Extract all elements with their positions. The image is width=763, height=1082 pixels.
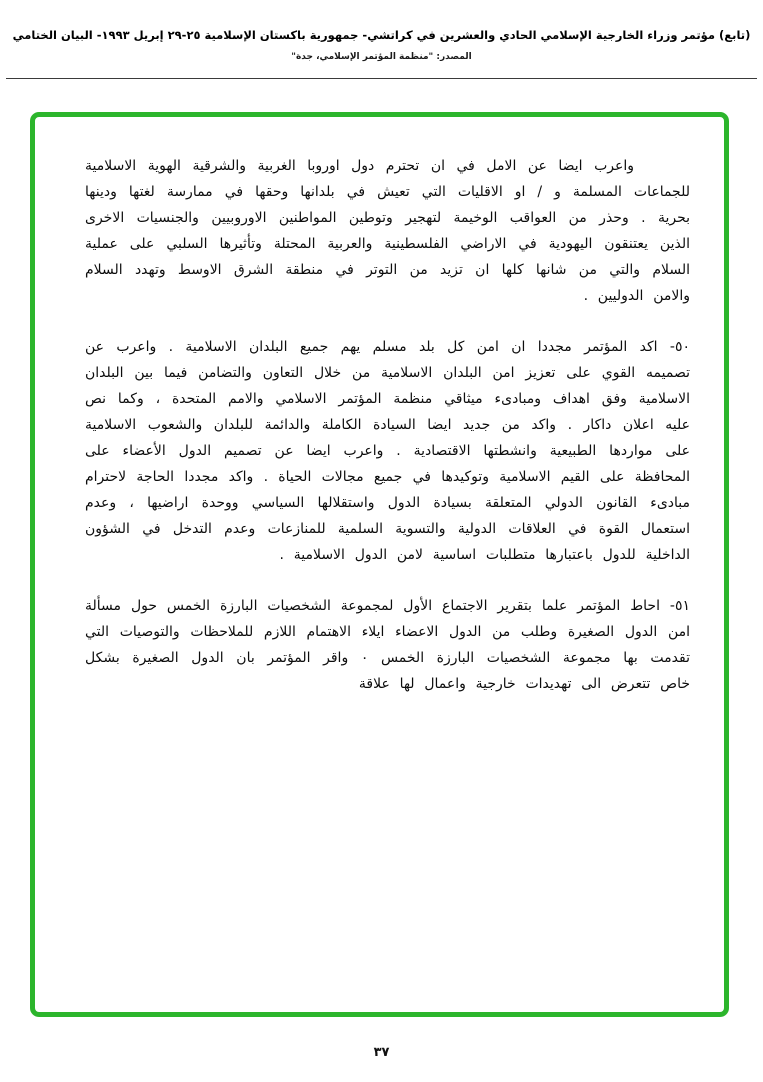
header-source: المصدر: "منظمة المؤتمر الإسلامي، جدة" <box>291 52 472 62</box>
page-number: ٣٧ <box>373 1045 390 1060</box>
paragraph-51: ٥١- احاط المؤتمر علما بتقرير الاجتماع الأول لمجموعة الشخصيات البارزة الخمس حول مسألة امن الدول الصغيرة وطلب من الدول الاعضاء ايلاء الاهتمام اللازم للملاحظات والتوصيات التي تقدمت بها مجموعة الشخصيات البارزة الخمس ٠ واقر المؤتمر بان الدول الصغيرة بشكل خاص تتعرض الى تهديدات خارجية واعمال لها علاقة <box>85 598 690 692</box>
header-divider <box>6 78 757 79</box>
paragraph-50: ٥٠- اكد المؤتمر مجددا ان امن كل بلد مسلم يهم جميع البلدان الاسلامية . واعرب عن تصميمه القوي على تعزيز امن البلدان الاسلامية من خلال التعاون والتضامن فيما بين البلدان الاسلامية وفق اهداف ومبادىء ميثاقي منظمة المؤتمر الاسلامي والامم المتحدة ، وكما نص عليه اعلان داكار . واكد من جديد ايضا السيادة الكاملة والدائمة للبلدان والشعوب الاسلامية على مواردها الطبيعية وانشطتها الاقتصادية . واعرب ايضا عن تصميم الدول الأعضاء على المحافظة على القيم الاسلامية وتوكيدها في جميع مجالات الحياة . واكد مجددا الحاجة لاحترام مبادىء القانون الدولي المتعلقة بسيادة الدول واستقلالها السياسي ووحدة اراضيها ، وعدم استعمال القوة في العلاقات الدولية والتسوية السلمية للمنازعات وعدم التدخل في الشؤون الداخلية للدول باعتبارها متطلبات اساسية لامن الدول الاسلامية . <box>85 339 690 563</box>
header-title: (تابع) مؤتمر وزراء الخارجية الإسلامي الحادي والعشرين في كراتشي- جمهورية باكستان الإسلامية ٢٥-٢٩ إبريل ١٩٩٣- البيان الختامي <box>12 28 751 42</box>
document-header <box>0 28 763 62</box>
scan-frame <box>30 112 729 1017</box>
paragraph-intro: واعرب ايضا عن الامل في ان تحترم دول اوروبا الغربية والشرقية الهوية الاسلامية للجماعات المسلمة و / او الاقليات التي تعيش في بلدانها وحقها في ممارسة لغتها ودينها بحرية . وحذر من العواقب الوخيمة لتهجير وتوطين المواطنين الاوروبيين والجنسيات الاخرى الذين يعتنقون اليهودية في الاراضي الفلسطينية والعربية المحتلة وتأثيرها السلبي على عملية السلام والتي من شانها كلها ان تزيد من التوتر في منطقة الشرق الاوسط وتهدد السلام والامن الدوليين . <box>85 158 690 304</box>
document-body <box>35 117 724 697</box>
